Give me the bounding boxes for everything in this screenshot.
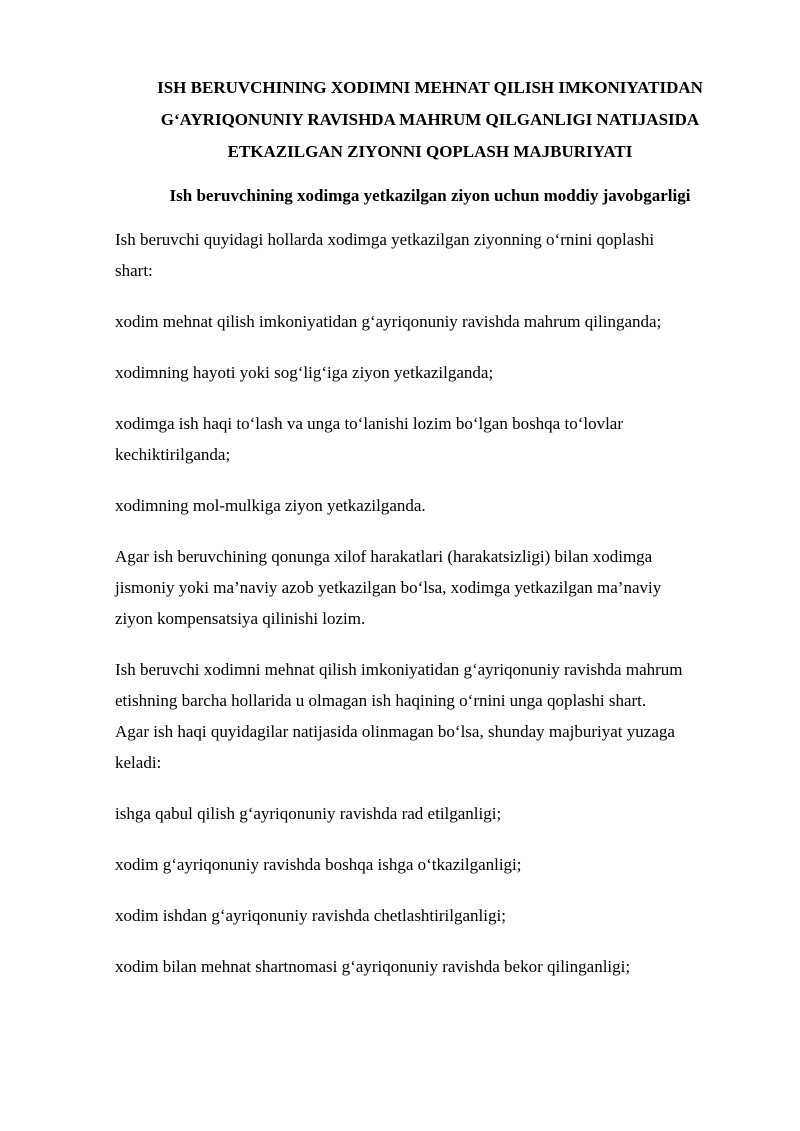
title-line: ETKAZILGAN ZIYONNI QOPLASH MAJBURIYATI bbox=[227, 142, 633, 161]
paragraph-line: jismoniy yoki ma’naviy azob yetkazilgan bo‘lsa, xodimga yetkazilgan ma’naviy bbox=[115, 578, 662, 597]
paragraph bbox=[115, 900, 745, 931]
paragraph-line: ishga qabul qilish g‘ayriqonuniy ravishda rad etilganligi; bbox=[115, 804, 502, 823]
section-subtitle: Ish beruvchining xodimga yetkazilgan ziyon uchun moddiy javobgarligi bbox=[169, 186, 691, 205]
paragraph-line: xodim g‘ayriqonuniy ravishda boshqa ishga o‘tkazilganligi; bbox=[115, 855, 522, 874]
paragraph-line: xodim bilan mehnat shartnomasi g‘ayriqonuniy ravishda bekor qilinganligi; bbox=[115, 957, 631, 976]
paragraph bbox=[115, 490, 745, 521]
paragraph-line: Ish beruvchi quyidagi hollarda xodimga yetkazilgan ziyonning o‘rnini qoplashi bbox=[115, 230, 655, 249]
document-title bbox=[115, 72, 745, 168]
paragraph bbox=[115, 654, 745, 778]
paragraph bbox=[115, 306, 745, 337]
paragraph-line: xodimning mol-mulkiga ziyon yetkazilganda. bbox=[115, 496, 426, 515]
paragraph-line: shart: bbox=[115, 261, 153, 280]
paragraph-line: xodim mehnat qilish imkoniyatidan g‘ayriqonuniy ravishda mahrum qilinganda; bbox=[115, 312, 662, 331]
paragraph-line: etishning barcha hollarida u olmagan ish haqining o‘rnini unga qoplashi shart. bbox=[115, 691, 647, 710]
paragraph bbox=[115, 224, 745, 286]
paragraph-line: xodimning hayoti yoki sog‘lig‘iga ziyon yetkazilganda; bbox=[115, 363, 494, 382]
title-line: G‘AYRIQONUNIY RAVISHDA MAHRUM QILGANLIGI NATIJASIDA bbox=[160, 110, 700, 129]
title-line: ISH BERUVCHINING XODIMNI MEHNAT QILISH IMKONIYATIDAN bbox=[157, 78, 703, 97]
paragraph bbox=[115, 541, 745, 634]
paragraph bbox=[115, 951, 745, 982]
paragraph bbox=[115, 798, 745, 829]
paragraph-line: Agar ish beruvchining qonunga xilof harakatlari (harakatsizligi) bilan xodimga bbox=[115, 547, 653, 566]
paragraph-line: ziyon kompensatsiya qilinishi lozim. bbox=[115, 609, 366, 628]
paragraph-line: Agar ish haqi quyidagilar natijasida olinmagan bo‘lsa, shunday majburiyat yuzaga bbox=[115, 722, 675, 741]
paragraph-line: Ish beruvchi xodimni mehnat qilish imkoniyatidan g‘ayriqonuniy ravishda mahrum bbox=[115, 660, 683, 679]
paragraph-line: kechiktirilganda; bbox=[115, 445, 231, 464]
paragraph-line: xodim ishdan g‘ayriqonuniy ravishda chetlashtirilganligi; bbox=[115, 906, 506, 925]
paragraph bbox=[115, 357, 745, 388]
document-page bbox=[115, 72, 745, 982]
paragraph-line: xodimga ish haqi to‘lash va unga to‘lanishi lozim bo‘lgan boshqa to‘lovlar bbox=[115, 414, 624, 433]
paragraph-line: keladi: bbox=[115, 753, 162, 772]
paragraph bbox=[115, 849, 745, 880]
paragraph bbox=[115, 408, 745, 470]
